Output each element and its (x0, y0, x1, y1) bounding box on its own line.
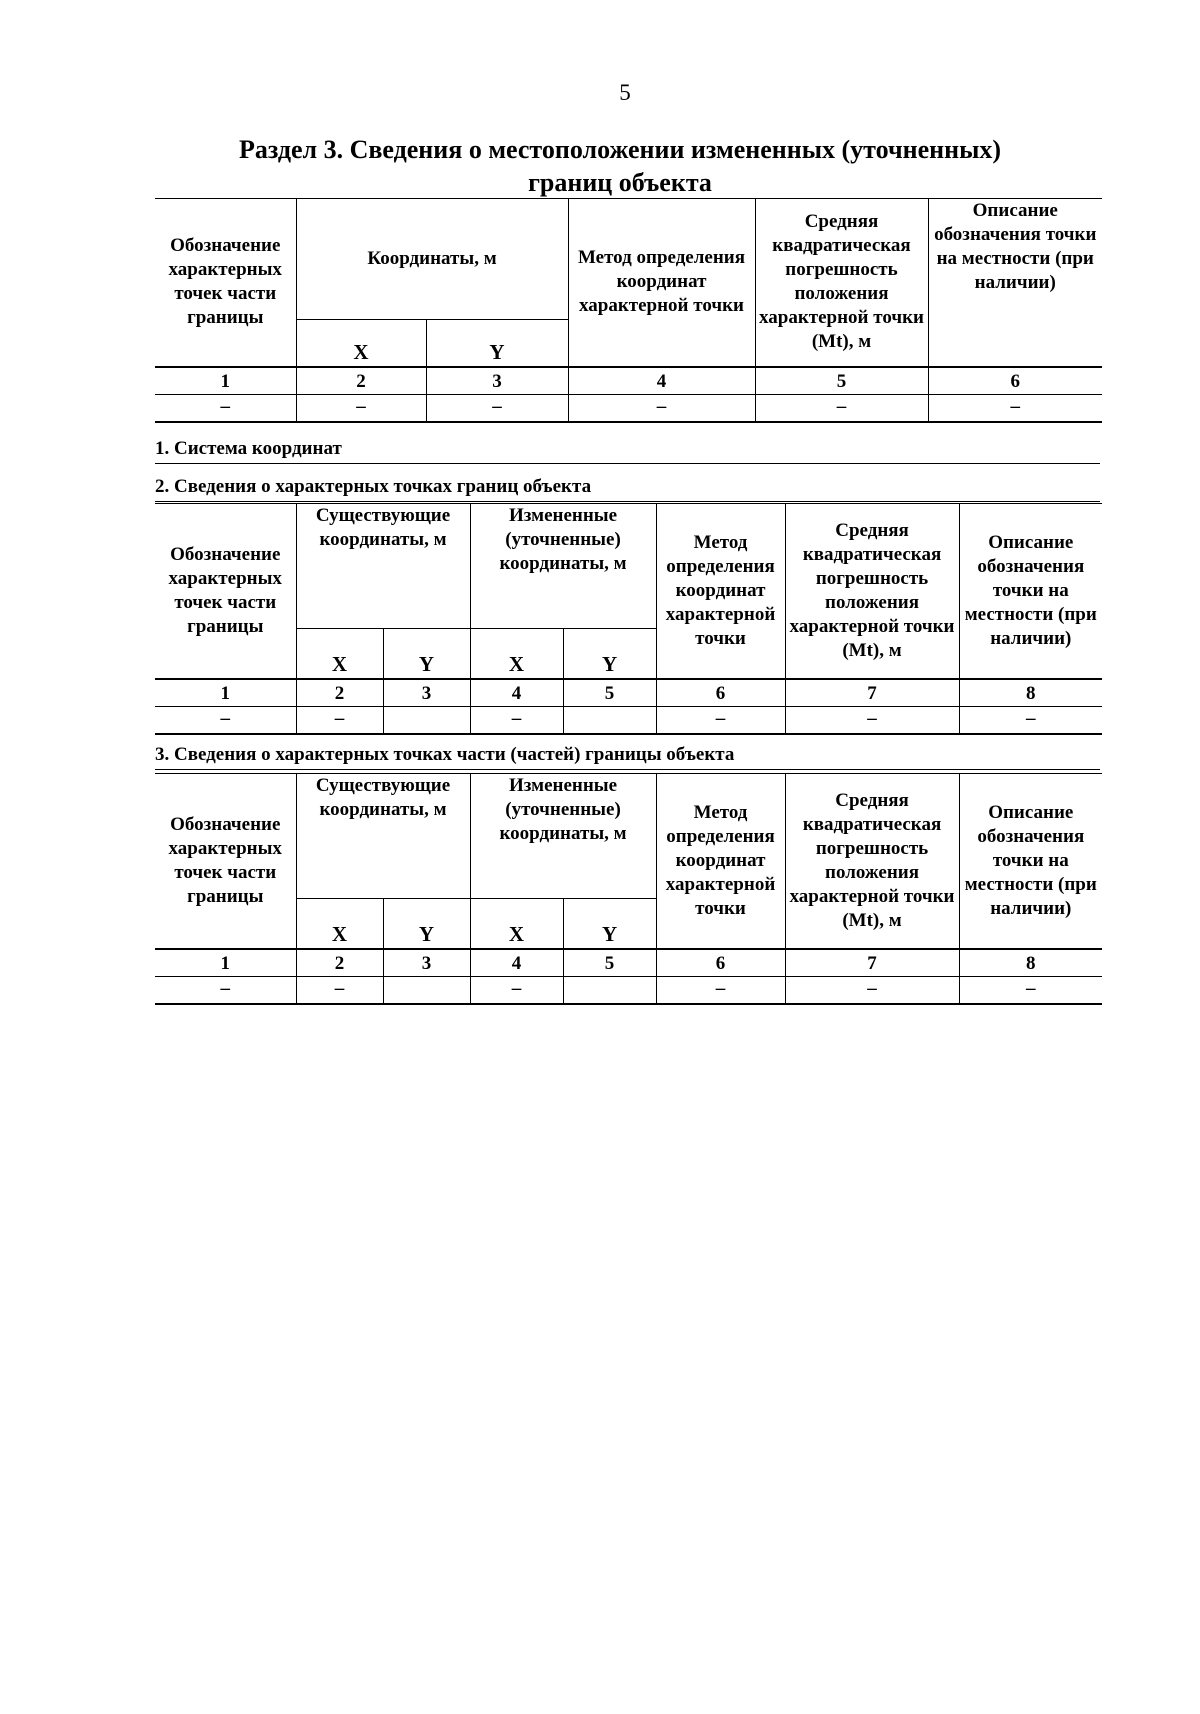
table-cell: – (785, 976, 959, 1004)
title-line-2: границ объекта (528, 168, 712, 197)
table-cell: – (470, 706, 563, 734)
column-number: 7 (785, 679, 959, 707)
header-x: X (296, 899, 383, 949)
header-method: Метод определения координат характерной точки (656, 774, 785, 949)
table-cell (383, 706, 470, 734)
column-number: 2 (296, 679, 383, 707)
column-number: 3 (426, 367, 568, 395)
boundary-points-table (155, 198, 1102, 423)
header-y: Y (563, 629, 656, 679)
table-cell: – (296, 394, 426, 422)
part-boundary-points-table (155, 773, 1102, 1005)
section-boundary-points: 2. Сведения о характерных точках границ объекта (155, 475, 1100, 502)
column-number: 5 (563, 949, 656, 977)
column-number: 4 (470, 949, 563, 977)
table-cell: – (296, 706, 383, 734)
column-number: 5 (755, 367, 928, 395)
section-coordinate-system: 1. Система координат (155, 437, 1100, 464)
header-y: Y (426, 320, 568, 367)
table-cell: – (656, 976, 785, 1004)
column-number: 7 (785, 949, 959, 977)
page-number: 5 (619, 80, 631, 105)
header-x: X (470, 899, 563, 949)
table-cell: – (155, 976, 296, 1004)
column-number: 3 (383, 949, 470, 977)
header-changed-coordinates: Измененные (уточненные) координаты, м (470, 504, 656, 629)
column-number: 1 (155, 367, 296, 395)
table-cell: – (568, 394, 755, 422)
header-error: Средняя квадратическая погрешность положения характерной точки (Mt), м (755, 199, 928, 367)
header-method: Метод определения координат характерной точки (656, 504, 785, 679)
column-number: 6 (656, 949, 785, 977)
table-cell: – (656, 706, 785, 734)
column-number: 3 (383, 679, 470, 707)
header-x: X (296, 629, 383, 679)
table-cell: – (959, 976, 1102, 1004)
column-number: 2 (296, 949, 383, 977)
header-y: Y (383, 629, 470, 679)
table-cell (563, 976, 656, 1004)
table-cell: – (155, 394, 296, 422)
column-numbers-row (155, 949, 1102, 977)
header-existing-coordinates: Существующие координаты, м (296, 774, 470, 899)
header-designation: Обозначение характерных точек части границы (155, 199, 296, 367)
header-description: Описание обозначения точки на местности (при наличии) (959, 504, 1102, 679)
column-number: 8 (959, 679, 1102, 707)
header-designation: Обозначение характерных точек части границы (155, 504, 296, 679)
header-y: Y (563, 899, 656, 949)
column-numbers-row (155, 679, 1102, 707)
header-description: Описание обозначения точки на местности (при наличии) (959, 774, 1102, 949)
column-numbers-row (155, 367, 1102, 395)
column-number: 4 (568, 367, 755, 395)
header-y: Y (383, 899, 470, 949)
column-number: 1 (155, 949, 296, 977)
header-error: Средняя квадратическая погрешность положения характерной точки (Mt), м (785, 774, 959, 949)
table-cell: – (470, 976, 563, 1004)
header-changed-coordinates: Измененные (уточненные) координаты, м (470, 774, 656, 899)
table-cell: – (155, 706, 296, 734)
column-number: 4 (470, 679, 563, 707)
column-number: 5 (563, 679, 656, 707)
table-row (155, 394, 1102, 422)
header-method: Метод определения координат характерной точки (568, 199, 755, 367)
header-description: Описание обозначения точки на местности (при наличии) (928, 199, 1102, 367)
table-cell: – (296, 976, 383, 1004)
header-coordinates: Координаты, м (296, 199, 568, 320)
object-boundary-points-table (155, 503, 1102, 735)
column-number: 8 (959, 949, 1102, 977)
section-part-boundary-points: 3. Сведения о характерных точках части (частей) границы объекта (155, 743, 1100, 770)
table-cell: – (426, 394, 568, 422)
table-cell: – (755, 394, 928, 422)
column-number: 2 (296, 367, 426, 395)
header-x: X (296, 320, 426, 367)
header-error: Средняя квадратическая погрешность положения характерной точки (Mt), м (785, 504, 959, 679)
column-number: 6 (656, 679, 785, 707)
header-designation: Обозначение характерных точек части границы (155, 774, 296, 949)
header-existing-coordinates: Существующие координаты, м (296, 504, 470, 629)
title-line-1: Раздел 3. Сведения о местоположении измененных (уточненных) (238, 135, 1002, 164)
column-number: 6 (928, 367, 1102, 395)
table-row (155, 976, 1102, 1004)
page-title (200, 133, 1040, 199)
table-cell (563, 706, 656, 734)
table-cell (383, 976, 470, 1004)
table-cell: – (785, 706, 959, 734)
table-row (155, 706, 1102, 734)
header-x: X (470, 629, 563, 679)
table-cell: – (959, 706, 1102, 734)
table-cell: – (928, 394, 1102, 422)
column-number: 1 (155, 679, 296, 707)
